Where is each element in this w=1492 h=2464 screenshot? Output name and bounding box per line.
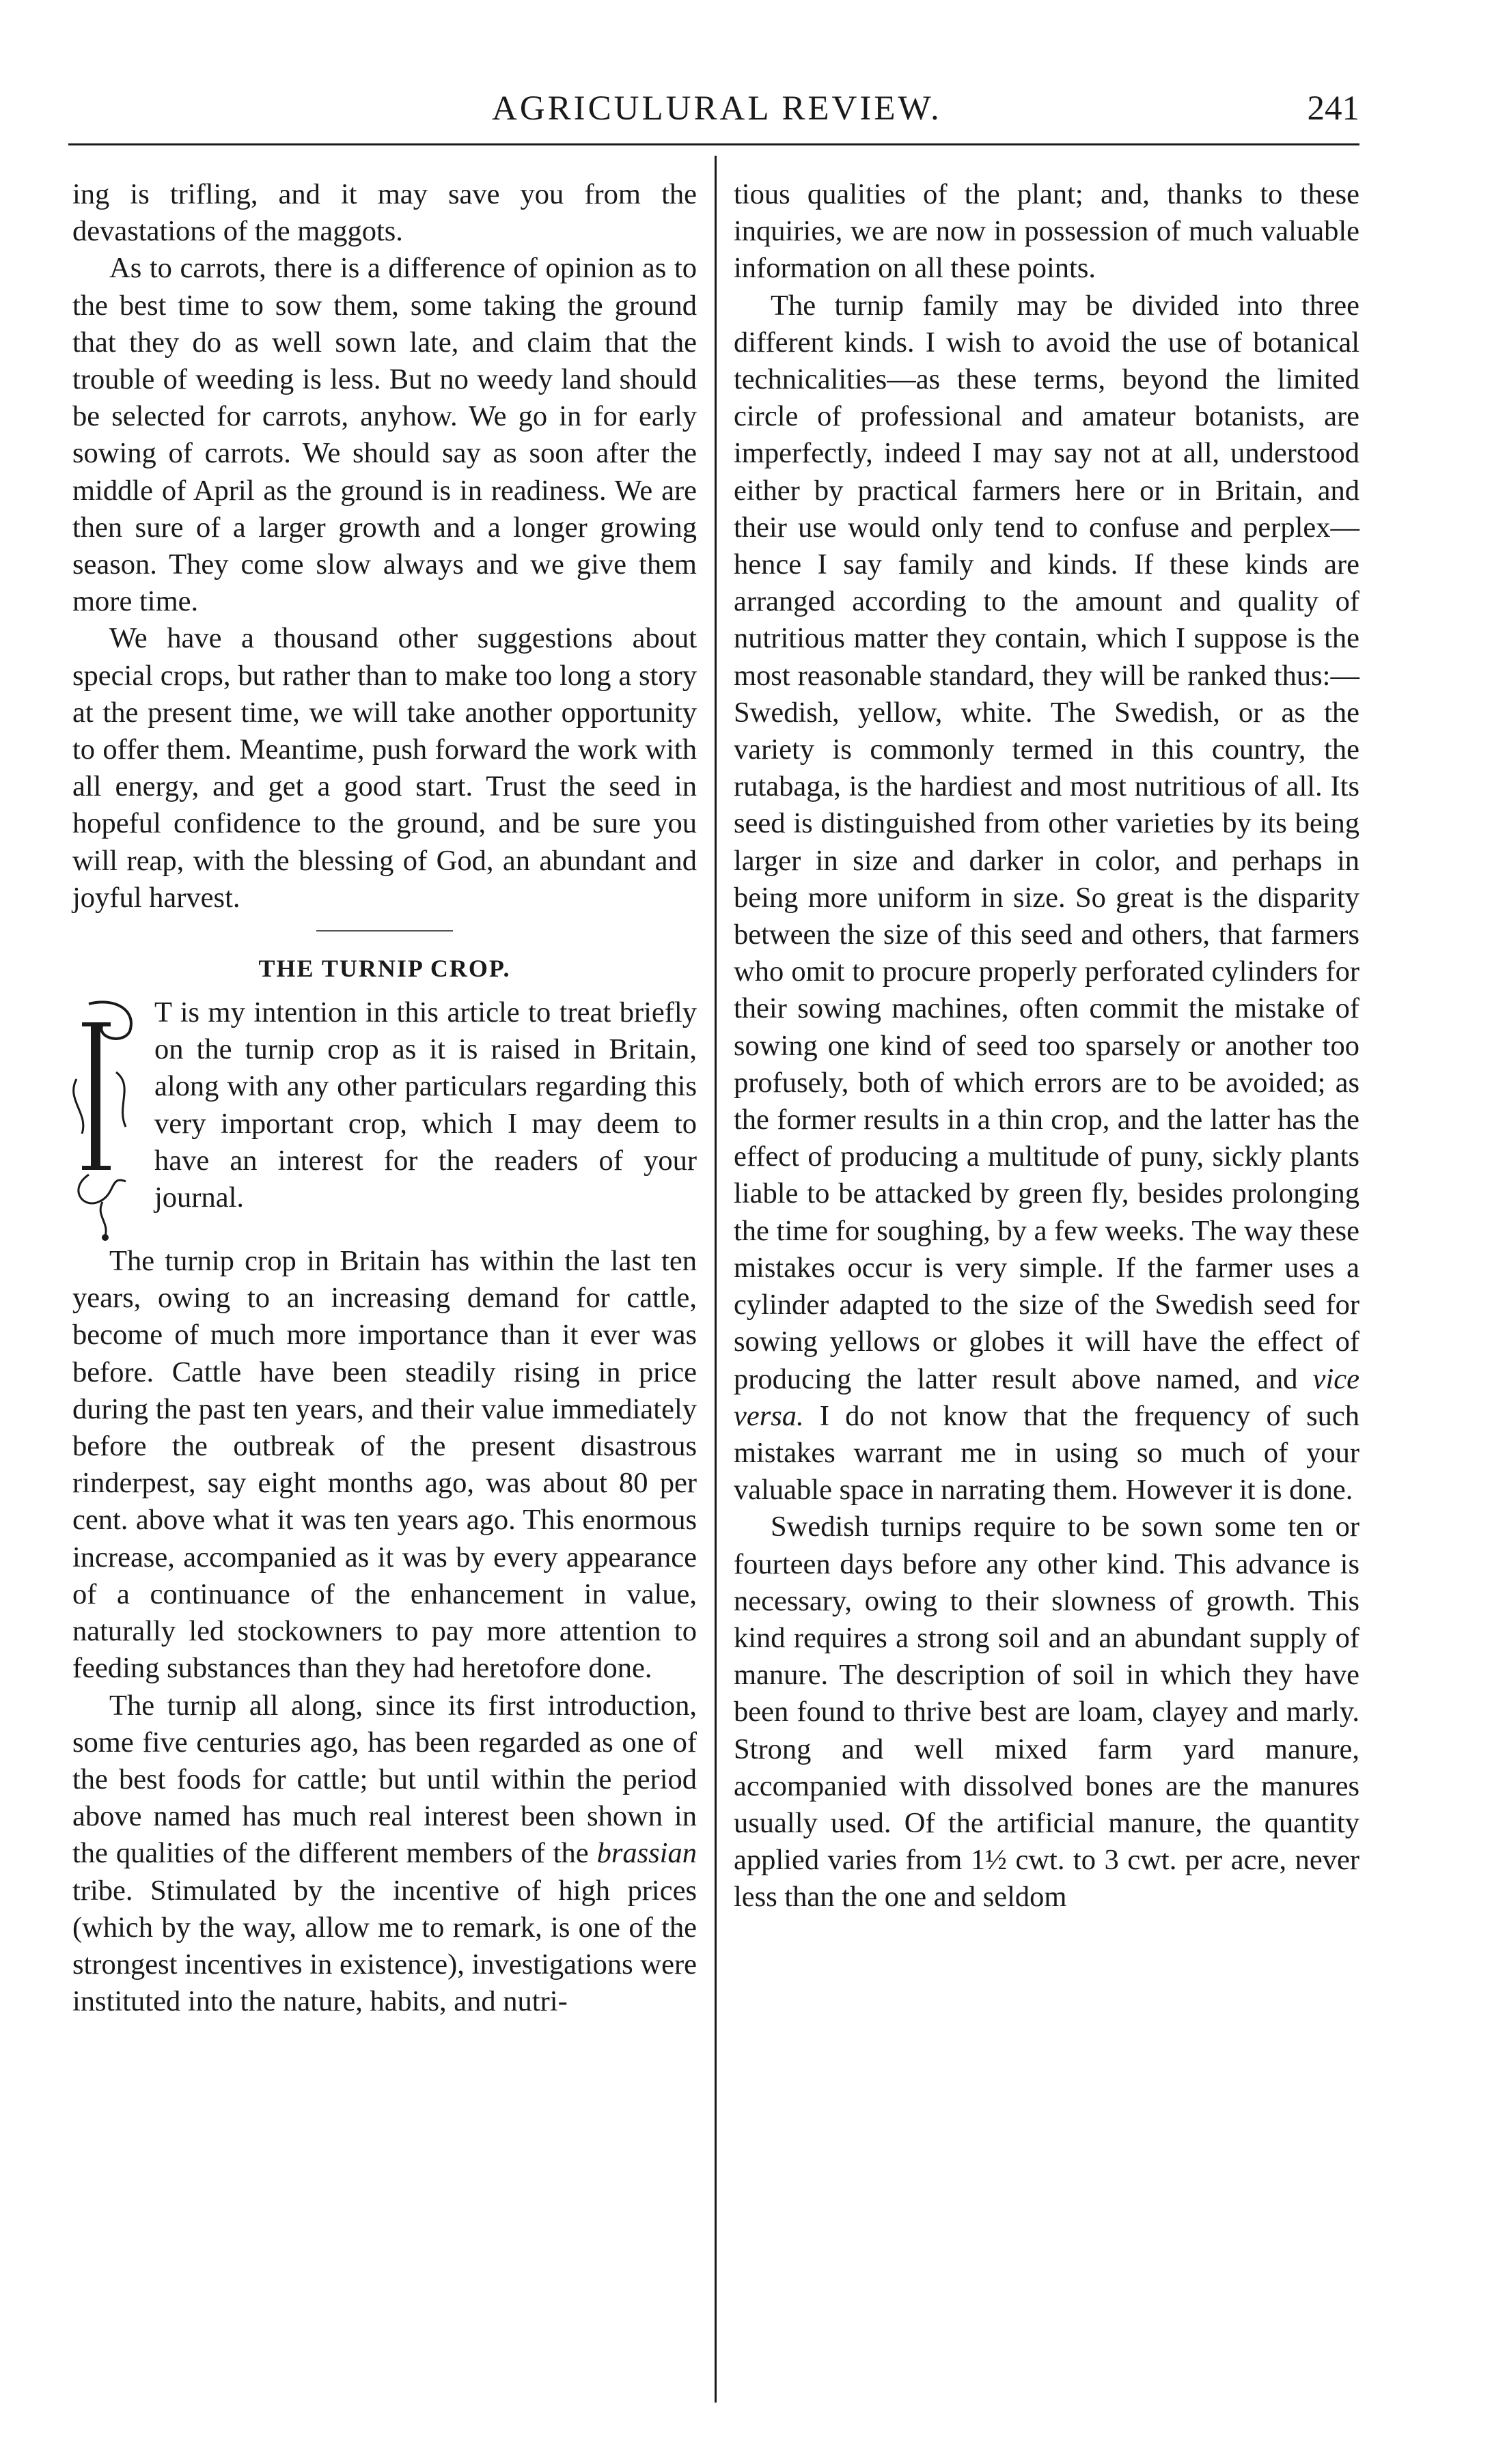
paragraph: The turnip crop in Britain has within the last ten years, owing to an increasing demand for cattle, become of much more importance than it ever was before. Cattle have been steadily rising in price during the past ten years, and their value immediately before the outbreak of the present disastrous rinderpest, say eight months ago, was about 80 per cent. above what it was ten years ago. This enormous increase, accompanied as it was by every appearance of a continuance of the enhancement in value, naturally led stockowners to pay more attention to feeding substances than they had heretofore done.	[72, 1245, 697, 1685]
dropcap-ornament-icon	[68, 997, 145, 1243]
paragraph	[734, 288, 1359, 1509]
paragraph-text: I do not know that the frequency of such mistakes warrant me in using so much of your valuable space in narrating them. However it is done.	[734, 1399, 1359, 1507]
ornamental-dropcap	[68, 997, 145, 1243]
paragraph: tious qualities of the plant; and, thanks to these inquiries, we are now in possession of much valuable information on all these points.	[734, 178, 1359, 285]
italic-term: vice versa.	[734, 1362, 1359, 1432]
paragraph-text: T is my intention in this article to treat briefly on the turnip crop as it is raised in Britain, along with any other particulars regarding this very important crop, which I may deem to have an interest for the readers of your journal.	[154, 996, 697, 1214]
paragraph: We have a thousand other suggestions about special crops, but rather than to make too long a story at the present time, we will take another opportunity to offer them. Meantime, push forward the work with all energy, and get a good start. Trust the seed in hopeful confidence to the ground, and be sure you will reap, with the blessing of God, an abundant and joyful harvest.	[72, 622, 697, 914]
header-rule	[68, 143, 1359, 145]
left-column	[72, 176, 697, 2020]
paragraph-text: The turnip family may be divided into three different kinds. I wish to avoid the use of botanical technicalities—as these terms, beyond the limited circle of professional and amateur botanists, are imperfectly, indeed I may say not at all, understood either by practical farmers here or in Britain, and their use would only tend to confuse and perplex—hence I say family and kinds. If these kinds are arranged according to the amount and quality of nutritious matter they contain, which I suppose is the most reasonable standard, they will be ranked thus:—Swedish, yellow, white. The Swedish, or as the variety is commonly termed in this country, the rutabaga, is the hardiest and most nutritious of all. Its seed is distinguished from other varieties by its being larger in size and darker in color, and perhaps in being more uniform in size. So great is the disparity between the size of this seed and others, that farmers who omit to procure properly perforated cylinders for their sowing machines, often commit the mistake of sowing one kind of seed too sparsely or another too profusely, both of which errors are to be avoided; as the former results in a thin crop, and the latter has the effect of producing a multitude of puny, sickly plants liable to be attacked by green fly, besides prolonging the time for soughing, by a few weeks. The way these mistakes occur is very simple. If the farmer uses a cylinder adapted to the size of the Swedish seed for sowing yellows or globes it will have the effect of producing the latter result above named, and	[734, 289, 1359, 1395]
article-title: THE TURNIP CROP.	[258, 955, 511, 983]
paragraph-text: tribe. Stimulated by the incentive of high prices (which by the way, allow me to remark, is one of the strongest incentives in existence), investigations were instituted into the nature, habits, and nutri-	[72, 1874, 697, 2018]
italic-term: brassian	[596, 1837, 697, 1870]
paragraph: Swedish turnips require to be sown some ten or fourteen days before any other kind. This advance is necessary, owing to their slowness of growth. This kind requires a strong soil and an abundant supply of manure. The description of soil in which they have been found to thrive best are loam, clayey and marly. Strong and well mixed farm yard manure, accompanied with dissolved bones are the manures usually used. Of the artificial manure, the quantity applied varies from 1½ cwt. to 3 cwt. per acre, never less than the one and seldom	[734, 1511, 1359, 1914]
paragraph: As to carrots, there is a difference of opinion as to the best time to sow them, some taking the ground that they do as well sown late, and claim that the trouble of weeding is less. But no weedy land should be selected for carrots, anyhow. We go in for early sowing of carrots. We should say as soon after the middle of April as the ground is in readiness. We are then sure of a larger growth and a longer growing season. They come slow always and we give them more time.	[72, 252, 697, 618]
paragraph-text: The turnip all along, since its first introduction, some five centuries ago, has been regarded as one of the best foods for cattle; but until within the period above named has much real interest been shown in the qualities of the different members of the	[72, 1689, 697, 1870]
right-column	[734, 176, 1359, 1916]
opening-paragraph	[72, 994, 697, 1216]
section-divider	[316, 930, 453, 932]
paragraph: ing is trifling, and it may save you from the devastations of the maggots.	[72, 178, 697, 248]
page-header	[68, 81, 1359, 142]
column-divider	[715, 156, 717, 2403]
running-title: AGRICULURAL REVIEW.	[492, 89, 942, 128]
page-number: 241	[1307, 89, 1359, 128]
paragraph	[72, 1688, 697, 2021]
